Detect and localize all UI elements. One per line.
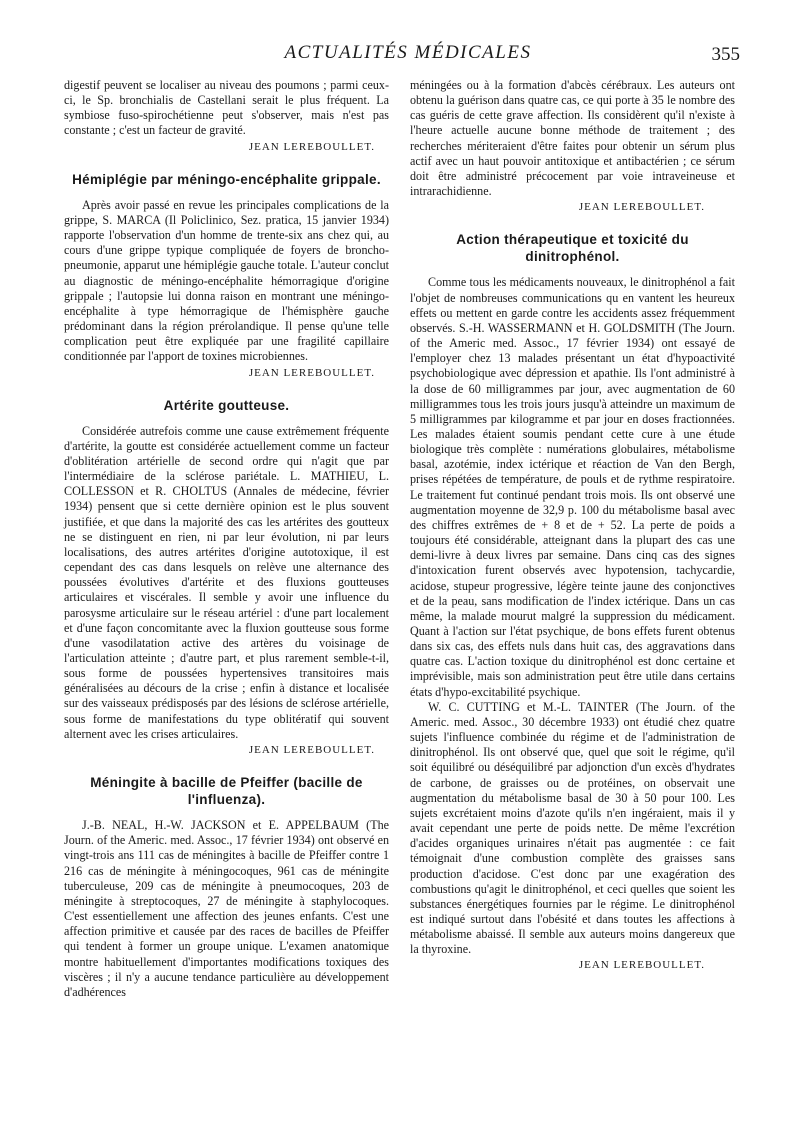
article-title: Méningite à bacille de Pfeiffer (bacille de l'influenza). — [90, 775, 363, 808]
left-column — [64, 78, 389, 1000]
article-paragraph: Comme tous les médicaments nouveaux, le dinitrophénol a fait l'objet de nombreuses communications qu en vantent les heureux effets ou mettent en garde contre les accidents assez fréquemment observés. S.-H. WASSERMANN et H. GOLDSMITH (The Journ. of the Americ med. Assoc., 17 février 1934) ont essayé de l'employer chez 13 malades présentant un état d'hypoactivité psychobiologique avec dépression et apathie. Ils l'ont administré à la dose de 60 milligrammes par jour, avec augmentation de 60 milligrammes tous les trois jours jusqu'à atteindre un maximum de 5 milligrammes par kilogramme et par jour en doses fractionnées. Les malades étaient soumis pendant cette cure à une étude biologique très complète : numérations globulaires, métabolisme basal, azotémie, index ictérique et réaction de Van den Bergh, prises répétées de température, de pouls et de rythme respiratoire. Le traitement fut continué pendant trois mois. Ils ont observé une augmentation moyenne de 32,9 p. 100 du métabolisme basal avec des chiffres extrêmes de + 8 et de + 52. La perte de poids a toujours été considérable, atteignant dans la plupart des cas une demi-livre à deux livres par semaine. Dans cinq cas des signes d'intoxication furent observés avec hypotension, tachycardie, acidose, stupeur progressive, légère teinte jaune des conjonctives et de la peau, sans modification de l'index ictérique. Dans un cas même, la malade mourut malgré la suppression du médicament. Quant à l'action sur l'état psychique, de bons effets furent obtenus dans six cas, des effets nuls dans huit cas, des aggravations dans quatre cas. L'action toxique du dinitrophénol est donc certaine et imprévisible, mais son administration peut être utile dans certains états d'hypo-excitabilité psychique. — [410, 275, 735, 699]
article-paragraph: W. C. CUTTING et M.-L. TAINTER (The Journ. of the Americ. med. Assoc., 30 décembre 1933) ont étudié chez quatre sujets l'influence combinée du régime et de l'administration de dinitrophénol. Ils ont observé que, quel que soit le régime, qu'il soit équilibré ou déséquilibré par adjonction d'un excès d'hydrates de carbone, de graisses ou de protéines, on observait une augmentation du métabolisme basal de 30 à 50 pour 100. Les sujets excrétaient moins d'azote qu'ils n'en ingéraient, mais il y avait cependant une perte de poids nette. De même l'excrétion d'acides organiques urinaires n'était pas augmentée : ce fait témoignait d'une combustion complète des graisses sans production d'acidose. C'est donc par une exagération des combustions qu'agit le dinitrophénol, et ceci quelles que soient les substances énergétiques fournies par le régime. Le dinitrophénol est indiqué surtout dans l'obésité et dans toutes les affections à métabolisme abaissé. Il semble aux auteurs moins dangereux que la thyroxine. — [410, 699, 735, 957]
intro-paragraph: digestif peuvent se localiser au niveau des poumons ; parmi ceux-ci, le Sp. bronchialis de Castellani serait le plus fréquent. La symbiose fuso-spirochétienne peut s'observer, mais n'est pas constante ; c'est un facteur de gravité. — [64, 78, 389, 138]
article-title: Action thérapeutique et toxicité du dinitrophénol. — [456, 232, 689, 265]
article-paragraph: Après avoir passé en revue les principales complications de la grippe, S. MARCA (Il Policlinico, Sez. pratica, 15 janvier 1934) rapporte l'observation d'un homme de trente-six ans chez qui, au cours d'une grippe typique compliquée de foyers de broncho-pneumonie, apparut une hémiplégie gauche totale. L'auteur conclut au diagnostic de méningo-encéphalite hémorragique d'origine grippale ; l'autopsie lui donna raison en montrant une méningo-encéphalite à type hémorragique de l'hémisphère gauche prédominant dans la région prérolandique. Il pense qu'une telle complication peut être expliquée par une fragilité capillaire conditionnée par l'apport de toxines microbiennes. — [64, 197, 389, 364]
page-number: 355 — [711, 44, 740, 65]
article-paragraph: J.-B. NEAL, H.-W. JACKSON et E. APPELBAUM (The Journ. of the Americ. med. Assoc., 17 février 1934) ont observé en vingt-trois ans 111 cas de méningites à bacille de Pfeiffer contre 1 216 cas de méningite à méningocoques, 961 cas de méningite tuberculeuse, 209 cas de méningite à pneumocoques, 203 de méningite à streptocoques, 27 de méningite à staphylocoques. C'est essentiellement une affection des jeunes enfants. C'est une affection primitive et causée par des races de bacilles de Pfeiffer qui tendent à former un groupe unique. L'examen anatomique montre habituellement d'importantes modifications toxiques des viscères ; il n'y a aucune tendance particulière au développement d'adhérences — [64, 818, 389, 999]
article-title: Artérite goutteuse. — [163, 397, 290, 413]
article-paragraph: Considérée autrefois comme une cause extrêmement fréquente d'artérite, la goutte est considérée actuellement comme un facteur d'oblitération artérielle de second ordre qui n'agit que par l'intermédiaire de la sclérose pariétale. L. MATHIEU, L. COLLESSON et R. CHOLTUS (Annales de médecine, février 1934) pensent que si cette dernière opinion est le plus souvent justifiée, et que dans la majorité des cas les artérites des goutteux ne se distinguent en rien, ni par leur évolution, ni par leurs localisations, des autres artérites d'origine autotoxique, il est cependant des cas dans lesquels on relève une alternance des poussées évolutives d'artérite et des fluxions goutteuses articulaires et viscérales. Il semble y avoir une influence du parosysme articulaire sur le réseau artériel : d'une part localement et d'une façon concomitante avec la fluxion goutteuse sous forme d'une vasodilatation active des artères du voisinage de l'articulation atteinte ; d'autre part, et plus rarement semble-t-il, sous forme de poussées hypertensives transitoires mais généralisées au décours de la crise ; enfin à distance et localisée sur des vaisseaux prédisposés par des lésions de sclérose artérielle, sous forme de manifestations du type oblitératif qui souvent alternent avec les crises articulaires. — [64, 423, 389, 741]
signature: JEAN LEREBOULLET. — [248, 140, 375, 153]
running-title: ACTUALITÉS MÉDICALES — [284, 42, 532, 63]
continuation-paragraph: méningées ou à la formation d'abcès cérébraux. Les auteurs ont obtenu la guérison dans quatre cas, ce qui porte à 35 le nombre des cas guéris de cette grave affection. Ils considèrent qu'il n'existe à l'heure actuelle aucune bonne méthode de traitement ; des recherches mériteraient d'être faites pour obtenir un sérum plus actif avec un haut pouvoir antitoxique et antibactérien ; ce sérum doit être administré précocement par voie intraveineuse et intrarachidienne. — [410, 78, 735, 199]
signature: JEAN LEREBOULLET. — [578, 201, 705, 214]
signature: JEAN LEREBOULLET. — [248, 366, 375, 379]
signature: JEAN LEREBOULLET. — [578, 959, 705, 972]
article-title: Hémiplégie par méningo-encéphalite grippale. — [72, 171, 381, 187]
right-column — [410, 78, 735, 974]
signature: JEAN LEREBOULLET. — [248, 743, 375, 756]
